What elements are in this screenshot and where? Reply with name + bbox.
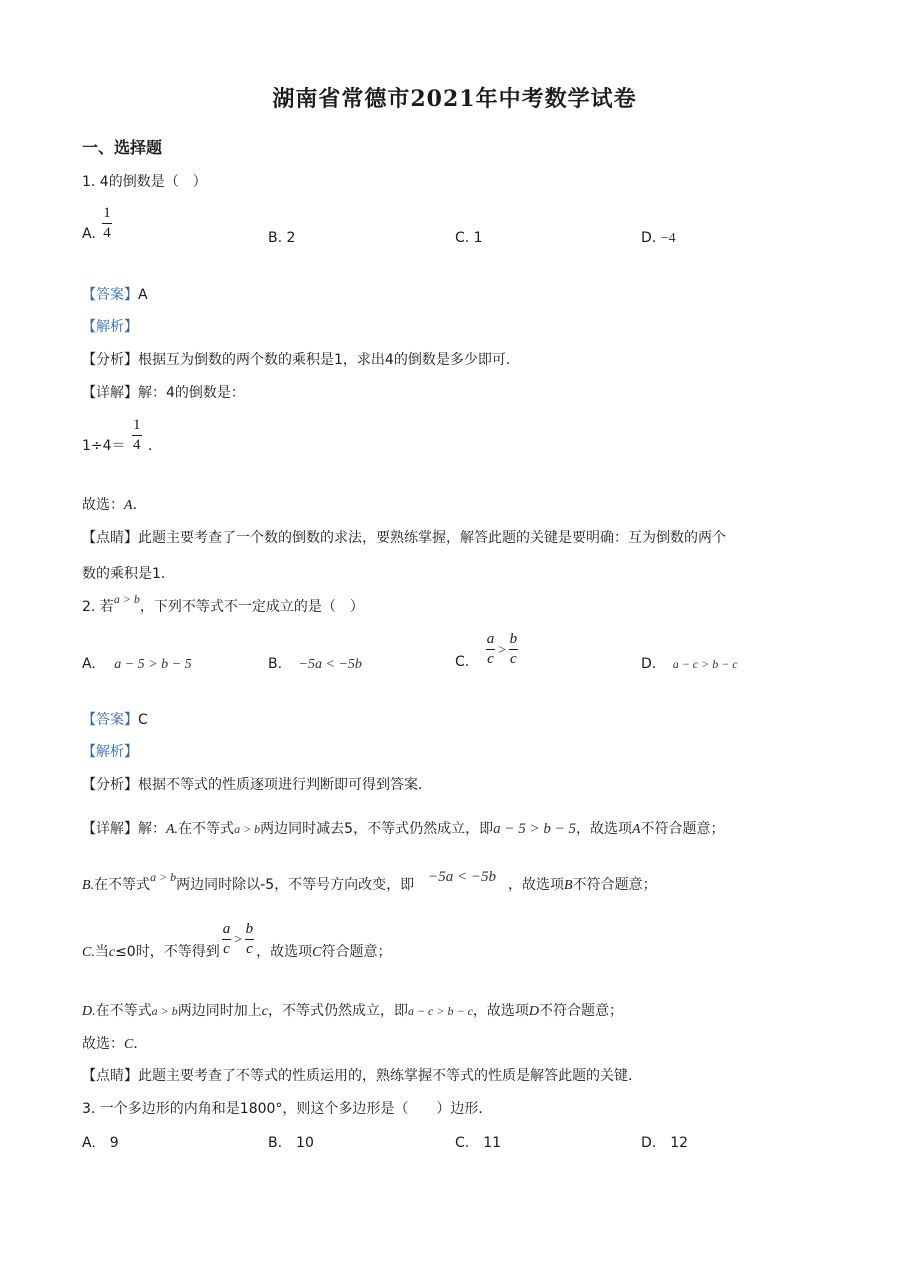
- q2-choice: [82, 1037, 147, 1052]
- section-heading: 一、选择题: [82, 138, 163, 157]
- choice-value: C: [124, 1037, 134, 1052]
- q1-option-d-value: −4: [660, 231, 676, 246]
- q2-stem-math: a > b: [113, 592, 140, 606]
- detail-d-text3: ，不等式仍然成立，即: [267, 1003, 408, 1019]
- q2-stem: [82, 592, 364, 615]
- q1-dianjing-cont: 数的乘积是1．: [82, 566, 175, 582]
- q2-option-a-label: A.: [82, 656, 96, 672]
- q3-option-a[interactable]: A. 9: [82, 1135, 119, 1151]
- detail-d-text5: 不符合题意；: [539, 1003, 624, 1019]
- q2-stem-post: ，下列不等式不一定成立的是（ ）: [139, 599, 364, 615]
- q2-option-b[interactable]: [268, 657, 362, 672]
- q2-option-c-fraction-2: [509, 632, 519, 667]
- calc-fraction: [132, 418, 142, 453]
- calc-left: 1÷4＝: [82, 437, 126, 454]
- q1-xiangjie: [82, 386, 245, 400]
- choice-value: A: [124, 498, 133, 513]
- detail-b-text1: 在不等式: [94, 877, 151, 893]
- q2-detail-d: [82, 1004, 623, 1019]
- q2-answer: [82, 713, 148, 727]
- fenxi-text: 根据互为倒数的两个数的乘积是1，求出4的倒数是多少即可．: [138, 352, 520, 368]
- fraction-numerator: a: [222, 921, 231, 937]
- dianjing-text: 此题主要考查了一个数的倒数的求法，要熟练掌握，解答此题的关键是要明确：互为倒数的两个: [138, 530, 726, 546]
- detail-d-text4: ，故选项: [472, 1003, 529, 1019]
- q2-option-c-op: >: [497, 642, 507, 658]
- q1-option-b[interactable]: B. 2: [268, 230, 296, 246]
- detail-a-label: A.: [166, 822, 179, 837]
- detail-b-math1: a > b: [150, 870, 177, 884]
- q2-option-b-label: B.: [268, 656, 283, 672]
- detail-b-text3: ，故选项: [508, 877, 565, 893]
- detail-c-fraction-1: [222, 922, 232, 957]
- detail-a-option: A: [631, 822, 641, 837]
- answer-tag: 【答案】: [82, 712, 138, 728]
- fraction-numerator: 1: [103, 205, 111, 221]
- detail-d-label: D.: [82, 1004, 96, 1019]
- detail-c-label: C.: [82, 944, 95, 960]
- detail-a-text3: ，故选项: [575, 821, 632, 837]
- q2-stem-pre: 2. 若: [82, 599, 114, 615]
- fraction-denominator: 4: [133, 437, 141, 453]
- q2-option-c-fraction-1: [486, 632, 496, 667]
- q2-dianjing: [82, 1069, 642, 1083]
- q3-stem: 3. 一个多边形的内角和是1800°，则这个多边形是（ ）边形．: [82, 1101, 493, 1117]
- q1-option-a-label: A.: [82, 225, 96, 242]
- q2-detail-c: [82, 921, 392, 960]
- q2-option-d-math: a − c > b − c: [672, 657, 738, 671]
- detail-d-math2: a − c > b − c: [407, 1004, 473, 1018]
- q2-option-d-label: D.: [641, 656, 657, 672]
- choice-label: 故选：: [82, 1036, 124, 1052]
- fraction-numerator: b: [245, 921, 254, 937]
- detail-d-var: c: [261, 1004, 268, 1019]
- choice-label: 故选：: [82, 497, 124, 513]
- detail-d-math1: a > b: [151, 1004, 178, 1018]
- xiangjie-tag: 【详解】: [82, 385, 138, 401]
- q1-option-c[interactable]: C. 1: [455, 230, 483, 246]
- xiangjie-tag: 【详解】: [82, 821, 138, 837]
- q3-option-b[interactable]: B. 10: [268, 1135, 314, 1151]
- q2-option-a[interactable]: [82, 657, 192, 672]
- q1-choice: [82, 498, 147, 513]
- detail-a-math1: a > b: [234, 822, 261, 836]
- answer-value: A: [138, 287, 148, 303]
- q3-option-d[interactable]: D. 12: [641, 1135, 689, 1151]
- fenxi-text: 根据不等式的性质逐项进行判断即可得到答案．: [138, 777, 432, 793]
- q2-option-d[interactable]: [641, 657, 738, 671]
- dianjing-text: 此题主要考查了不等式的性质运用的，熟练掌握不等式的性质是解答此题的关键．: [138, 1068, 642, 1084]
- detail-a-text1: 在不等式: [178, 821, 235, 837]
- q3-option-c[interactable]: C. 11: [455, 1135, 502, 1151]
- detail-b-option: B: [564, 878, 573, 893]
- q1-option-a[interactable]: [82, 206, 114, 241]
- fraction-denominator: c: [246, 941, 253, 957]
- q1-option-a-fraction: [102, 206, 112, 241]
- q1-option-d[interactable]: [641, 231, 676, 246]
- q2-detail-a: [82, 822, 725, 837]
- q1-stem: 1. 4的倒数是（ ）: [82, 174, 207, 190]
- fraction-numerator: b: [509, 631, 518, 647]
- xiangjie-text: 解：4的倒数是：: [138, 385, 245, 401]
- q2-option-c-label: C.: [455, 653, 470, 670]
- q2-analysis-tag: 【解析】: [82, 744, 138, 760]
- fraction-denominator: c: [510, 651, 517, 667]
- detail-b-text4: 不符合题意；: [572, 877, 657, 893]
- detail-d-text2: 两边同时加上: [177, 1003, 262, 1019]
- q2-fenxi: [82, 778, 432, 792]
- detail-c-text4: 符合题意；: [321, 943, 392, 960]
- detail-b-math2: −5a < −5b: [428, 869, 497, 885]
- dianjing-tag: 【点睛】: [82, 1068, 138, 1084]
- choice-end: ．: [133, 1036, 148, 1052]
- detail-c-text3: ，故选项: [256, 943, 313, 960]
- q2-option-b-math: −5a < −5b: [298, 657, 362, 672]
- q1-answer: [82, 288, 148, 302]
- detail-a-math2: a − 5 > b − 5: [493, 821, 576, 837]
- q1-analysis-tag: 【解析】: [82, 319, 138, 335]
- choice-end: ．: [132, 497, 147, 513]
- fraction-numerator: 1: [133, 417, 141, 433]
- fraction-numerator: a: [486, 631, 495, 647]
- calc-end: ．: [147, 437, 162, 454]
- detail-c-text1: 当: [94, 943, 109, 960]
- detail-d-text1: 在不等式: [95, 1003, 152, 1019]
- detail-c-fraction-2: [245, 922, 255, 957]
- q1-calculation: [82, 418, 162, 453]
- detail-c-var: c: [108, 944, 116, 960]
- q1-option-d-label: D.: [641, 230, 657, 246]
- detail-a-text2: 两边同时减去5，不等式仍然成立，即: [260, 821, 494, 837]
- page-title: 湖南省常德市2021年中考数学试卷: [272, 86, 637, 112]
- detail-d-option: D: [528, 1004, 540, 1019]
- fraction-denominator: 4: [103, 225, 111, 241]
- fraction-denominator: c: [223, 941, 230, 957]
- q2-option-a-math: a − 5 > b − 5: [114, 657, 192, 672]
- q1-fenxi: [82, 353, 520, 367]
- answer-tag: 【答案】: [82, 287, 138, 303]
- detail-b-text2: 两边同时除以-5，不等号方向改变，即: [176, 877, 415, 893]
- detail-b-label: B.: [82, 878, 95, 893]
- dianjing-tag: 【点睛】: [82, 530, 138, 546]
- fraction-denominator: c: [487, 651, 494, 667]
- detail-c-option: C: [312, 944, 322, 960]
- detail-a-pre: 解：: [138, 821, 166, 837]
- detail-a-text4: 不符合题意；: [640, 821, 725, 837]
- fenxi-tag: 【分析】: [82, 352, 138, 368]
- answer-value: C: [138, 712, 148, 728]
- q2-detail-b: [82, 869, 657, 893]
- q1-dianjing: [82, 531, 726, 545]
- q2-option-c[interactable]: [455, 631, 520, 670]
- detail-c-text2: ≤0时，不等得到: [115, 943, 220, 960]
- detail-c-op: >: [233, 932, 243, 948]
- fenxi-tag: 【分析】: [82, 777, 138, 793]
